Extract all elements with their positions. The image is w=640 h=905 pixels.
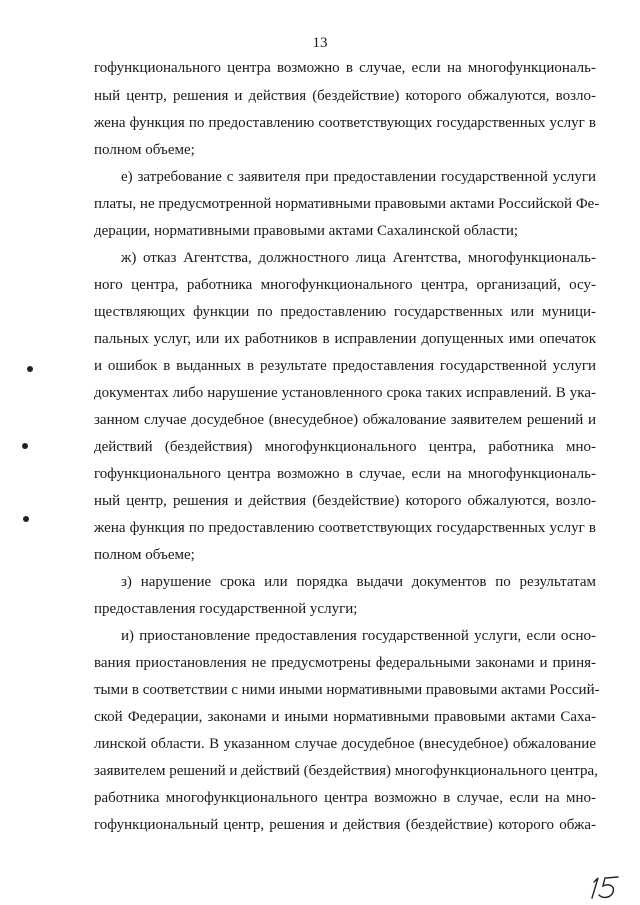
text-line: гофункционального центра возможно в случае, если на многофункциональ- [94,60,596,76]
handwritten-page-number [588,874,622,900]
text-line: предоставления государственной услуги; [94,601,358,617]
binding-hole-mark [23,516,29,522]
text-line: платы, не предусмотренной нормативными правовыми актами Российской Фе- [94,196,600,212]
text-line: занном случае досудебное (внесудебное) обжалование заявителем решений и [94,412,596,428]
text-line: заявителем решений и действий (бездействия) многофункционального центра, [94,763,598,779]
text-line: гофункционального центра возможно в случае, если на многофункциональ- [94,466,596,482]
text-line: линской области. В указанном случае досудебное (внесудебное) обжалование [94,736,596,752]
text-line: тыми в соответствии с ними иными нормативными правовыми актами Россий- [94,682,600,698]
text-line: документах либо нарушение установленного срока таких исправлений. В ука- [94,385,596,401]
text-line: ный центр, решения и действия (бездействие) которого обжалуются, возло- [94,493,596,509]
text-line: пальных услуг, или их работников в исправлении допущенных ими опечаток [94,331,596,347]
text-line: жена функция по предоставлению соответствующих государственных услуг в [94,115,596,131]
text-line: ской Федерации, законами и иными нормативными правовыми актами Саха- [94,709,596,725]
text-line: ного центра, работника многофункционального центра, организаций, осу- [94,277,596,293]
text-line: полном объеме; [94,142,195,158]
text-line: ществляющих функции по предоставлению государственных или муници- [94,304,596,320]
paragraph-start-e: е) затребование с заявителя при предоставлении государственной услуги [121,169,596,185]
text-line: ный центр, решения и действия (бездействие) которого обжалуются, возло- [94,88,596,104]
text-line: полном объеме; [94,547,195,563]
binding-hole-mark [22,443,28,449]
paragraph-start-i: и) приостановление предоставления государственной услуги, если осно- [121,628,596,644]
text-line: и ошибок в выданных в результате предоставления государственной услуги [94,358,596,374]
text-line: вания приостановления не предусмотрены федеральными законами и приня- [94,655,596,671]
text-line: действий (бездействия) многофункционального центра, работника мно- [94,439,596,455]
text-line: работника многофункционального центра возможно в случае, если на мно- [94,790,596,806]
paragraph-start-z: з) нарушение срока или порядка выдачи документов по результатам [121,574,596,590]
page-number: 13 [312,35,328,51]
text-line: гофункциональный центр, решения и действия (бездействие) которого обжа- [94,817,596,833]
binding-hole-mark [27,366,33,372]
text-line: дерации, нормативными правовыми актами Сахалинской области; [94,223,519,239]
text-line: жена функция по предоставлению соответствующих государственных услуг в [94,520,596,536]
paragraph-start-zh: ж) отказ Агентства, должностного лица Агентства, многофункциональ- [121,250,596,266]
